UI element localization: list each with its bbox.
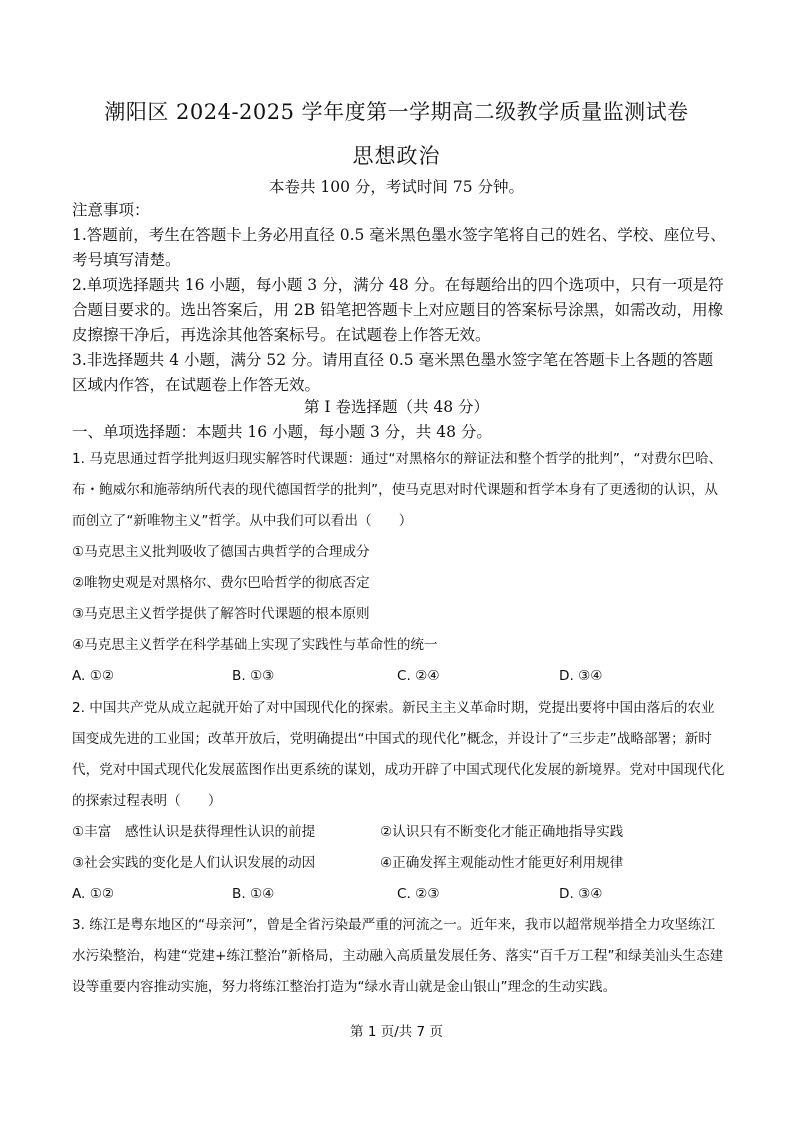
option-d: D. ③④ xyxy=(559,668,603,684)
question-1-stem: 1. 马克思通过哲学批判返归现实解答时代课题：通过“对黑格尔的辩证法和整个哲学的批判”，“对费尔巴哈、布・鲍威尔和施蒂纳所代表的现代德国哲学的批判”，使马克思对时代课题和哲学本身有了更透彻的认识，从而创立了“新唯物主义”哲学。从中我们可以看出（ ） xyxy=(72,451,723,529)
question-1-item-3: ③马克思主义哲学提供了解答时代课题的根本原则 xyxy=(72,606,370,622)
option-a: A. ①② xyxy=(72,886,115,902)
question-1-options xyxy=(72,661,727,692)
question-2-item-1: ①丰富 感性认识是获得理性认识的前提 xyxy=(72,824,316,840)
question-2-item-2: ②认识只有不断变化才能正确地指导实践 xyxy=(380,824,624,840)
question-1-item-4: ④马克思主义哲学在科学基础上实现了实践性与革命性的统一 xyxy=(72,637,438,653)
question-1-item-2: ②唯物史观是对黑格尔、费尔巴哈哲学的彻底否定 xyxy=(72,575,370,591)
section-header: 第 I 卷选择题（共 48 分） xyxy=(303,398,490,416)
option-d: D. ③④ xyxy=(559,886,603,902)
question-1-item-1: ①马克思主义批判吸收了德国古典哲学的合理成分 xyxy=(72,544,370,560)
exam-subject: 思想政治 xyxy=(352,144,441,168)
question-1 xyxy=(72,444,727,692)
question-2-options xyxy=(72,879,727,910)
option-b: B. ①④ xyxy=(232,886,275,902)
page-footer: 第 1 页/共 7 页 xyxy=(350,1024,443,1040)
option-b: B. ①③ xyxy=(232,668,275,684)
exam-title: 潮阳区 2024-2025 学年度第一学期高二级教学质量监测试卷 xyxy=(104,100,689,124)
note-item-2: 2.单项选择题共 16 小题，每小题 3 分，满分 48 分。在每题给出的四个选项中，只有一项是符合题目要求的。选出答案后，用 2B 铅笔把答题卡上对应题目的答案标号涂黑，如需改动，用橡皮擦擦干净后，再选涂其他答案标号。在试题卷上作答无效。 xyxy=(72,276,724,344)
question-2-item-4: ④正确发挥主观能动性才能更好利用规律 xyxy=(380,855,624,871)
option-c: C. ②③ xyxy=(397,886,440,902)
question-2-item-3: ③社会实践的变化是人们认识发展的动因 xyxy=(72,855,316,871)
question-2-items-row-1 xyxy=(72,817,727,848)
note-item-1: 1.答题前，考生在答题卡上务必用直径 0.5 毫米黑色墨水签字笔将自己的姓名、学校、座位号、考号填写清楚。 xyxy=(72,226,726,269)
exam-info: 本卷共 100 分，考试时间 75 分钟。 xyxy=(268,178,525,196)
section-title: 一、单项选择题：本题共 16 小题，每小题 3 分，共 48 分。 xyxy=(72,423,492,441)
option-a: A. ①② xyxy=(72,668,115,684)
question-3-stem: 3. 练江是粤东地区的“母亲河”，曾是全省污染最严重的河流之一。近年来，我市以超常规举措全力攻坚练江水污染整治，构建“党建+练江整治”新格局，主动融入高质量发展任务、落实“百千万工程”和绿美汕头生态建设等重要内容推动实施，努力将练江整治打造为“绿水青山就是金山银山”理念的生动实践。 xyxy=(72,917,724,995)
notes-heading: 注意事项： xyxy=(72,201,150,219)
question-2-stem: 2. 中国共产党从成立起就开始了对中国现代化的探索。新民主主义革命时期，党提出要将中国由落后的农业国变成先进的工业国；改革开放后，党明确提出“中国式的现代化”概念，并设计了“三步走”战略部署；新时代，党对中国式现代化发展蓝图作出更系统的谋划，成功开辟了中国式现代化发展的新境界。党对中国现代化的探索过程表明（ ） xyxy=(72,700,725,809)
note-item-3: 3.非选择题共 4 小题，满分 52 分。请用直径 0.5 毫米黑色墨水签字笔在答题卡上各题的答题区域内作答，在试题卷上作答无效。 xyxy=(72,351,714,394)
question-2-items-row-2 xyxy=(72,848,727,879)
question-3 xyxy=(72,910,727,1003)
option-c: C. ②④ xyxy=(397,668,440,684)
notes-section xyxy=(72,198,727,398)
question-2 xyxy=(72,693,727,910)
